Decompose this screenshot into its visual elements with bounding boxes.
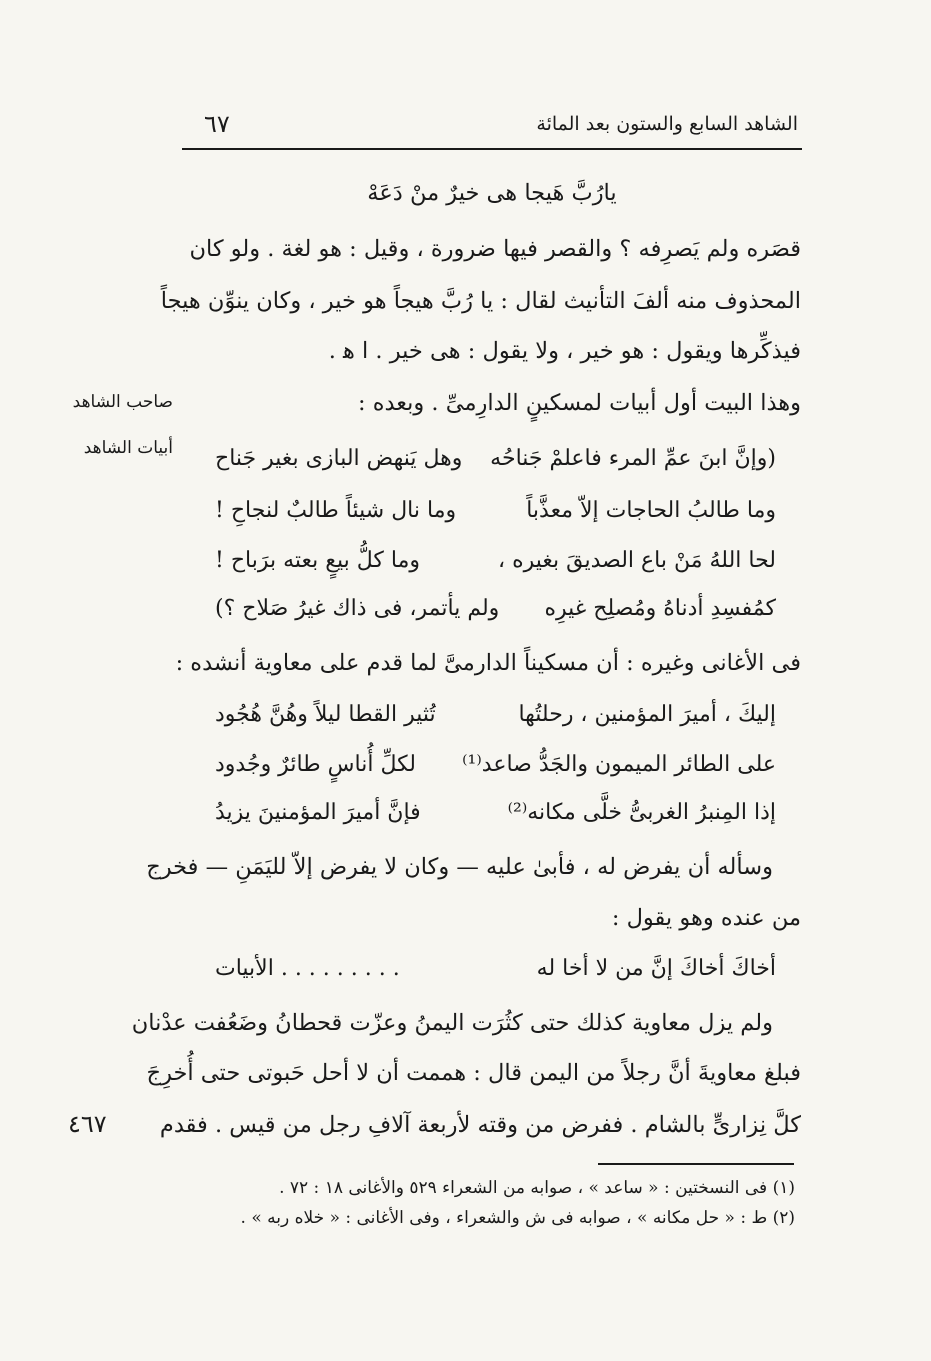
- verse-hemistich-right: وما طالبُ الحاجات إلاّ معذَّباً: [526, 498, 776, 523]
- verse-hemistich-left: فإنَّ أميرَ المؤمنينَ يزيدُ: [215, 800, 421, 825]
- verse-hemistich-right: لحا اللهُ مَنْ باع الصديقَ بغيره ،: [498, 548, 776, 573]
- margin-note-verses: أبيات الشاهد: [83, 438, 173, 458]
- verse-hemistich-left: تُثير القطا ليلاً وهُنَّ هُجُود: [215, 702, 436, 727]
- body-line: فبلغ معاويةَ أنَّ رجلاً من اليمن قال : هممت أن لا أحل حَبوتى حتى أُخرِجَ: [146, 1060, 801, 1086]
- verse-hemistich-right: أخاكَ أخاكَ إنَّ من لا أخا له: [536, 956, 776, 981]
- verse-hemistich-right: (وإنَّ ابنَ عمِّ المرء فاعلمْ جَناحُه: [490, 446, 776, 471]
- verse-hemistich-left: لكلِّ أُناسٍ طائرٌ وجُدود: [215, 752, 416, 777]
- body-line: فيذكِّرها ويقول : هو خير ، ولا يقول : هى خير . ا ﻫ .: [328, 338, 801, 364]
- running-header-title: الشاهد السابع والستون بعد المائة: [536, 113, 798, 135]
- verse-hemistich-right: إليكَ ، أميرَ المؤمنين ، رحلتُها: [518, 702, 776, 727]
- verse-line: يارُبَّ هَيجا هى خيرٌ منْ دَعَهْ: [367, 180, 617, 206]
- body-line: وهذا البيت أول أبيات لمسكينٍ الدارِمىِّ . وبعده :: [357, 390, 801, 416]
- body-line: من عنده وهو يقول :: [611, 905, 801, 931]
- verse-hemistich-left: وهل يَنهض البازى بغير جَناح: [215, 446, 463, 471]
- header-rule: [182, 148, 802, 150]
- body-line: وسأله أن يفرض له ، فأبىٰ عليه — وكان لا يفرض إلاّ لليَمَنِ — فخرج: [146, 854, 773, 880]
- verse-hemistich-right: على الطائر الميمون والجَدُّ صاعد⁽¹⁾: [462, 752, 776, 777]
- body-line: كلَّ نِزارىٍّ بالشام . ففرض من وقته لأربعة آلافِ رجل من قيس . فقدم: [159, 1112, 801, 1138]
- footnote-rule: [598, 1163, 794, 1165]
- verse-hemistich-left: ولم يأتمر، فى ذاك غيرُ صَلاح ؟): [215, 596, 500, 621]
- page-number: ٦٧: [204, 110, 230, 138]
- verse-hemistich-left: . . . . . . . . . الأبيات: [215, 956, 400, 981]
- verse-hemistich-left: وما نال شيئاً طالبٌ لنجاحِ !: [215, 498, 457, 523]
- verse-hemistich-right: كمُفسِدِ أدناهُ ومُصلِح غيرِه: [544, 596, 776, 621]
- outer-page-number: ٤٦٧: [68, 1110, 107, 1138]
- footnote: (١) فى النسختين : « ساعد » ، صوابه من الشعراء ٥٢٩ والأغانى ١٨ : ٧٢ .: [279, 1178, 795, 1198]
- body-line: قصَره ولم يَصرِفه ؟ والقصر فيها ضرورة ، وقيل : هو لغة . ولو كان: [189, 236, 801, 262]
- body-line: ولم يزل معاوية كذلك حتى كثُرَت اليمنُ وعزّت قحطانُ وضَعُفت عدْنان: [131, 1010, 773, 1036]
- footnote: (٢) ط : « حل مكانه » ، صوابه فى ش والشعراء ، وفى الأغانى : « خلاه ربه » .: [240, 1208, 795, 1228]
- verse-hemistich-right: إذا المِنبرُ الغربىُّ خلَّى مكانه⁽²⁾: [507, 800, 776, 825]
- verse-hemistich-left: وما كلُّ بيعٍ بعته برَباح !: [215, 548, 420, 573]
- body-line: المحذوف منه ألفَ التأنيث لقال : يا رُبَّ هيجاً هو خير ، وكان ينوِّن هيجاً: [160, 288, 801, 314]
- body-line: فى الأغانى وغيره : أن مسكيناً الدارمىَّ لما قدم على معاوية أنشده :: [175, 650, 801, 676]
- margin-note-author: صاحب الشاهد: [72, 392, 173, 412]
